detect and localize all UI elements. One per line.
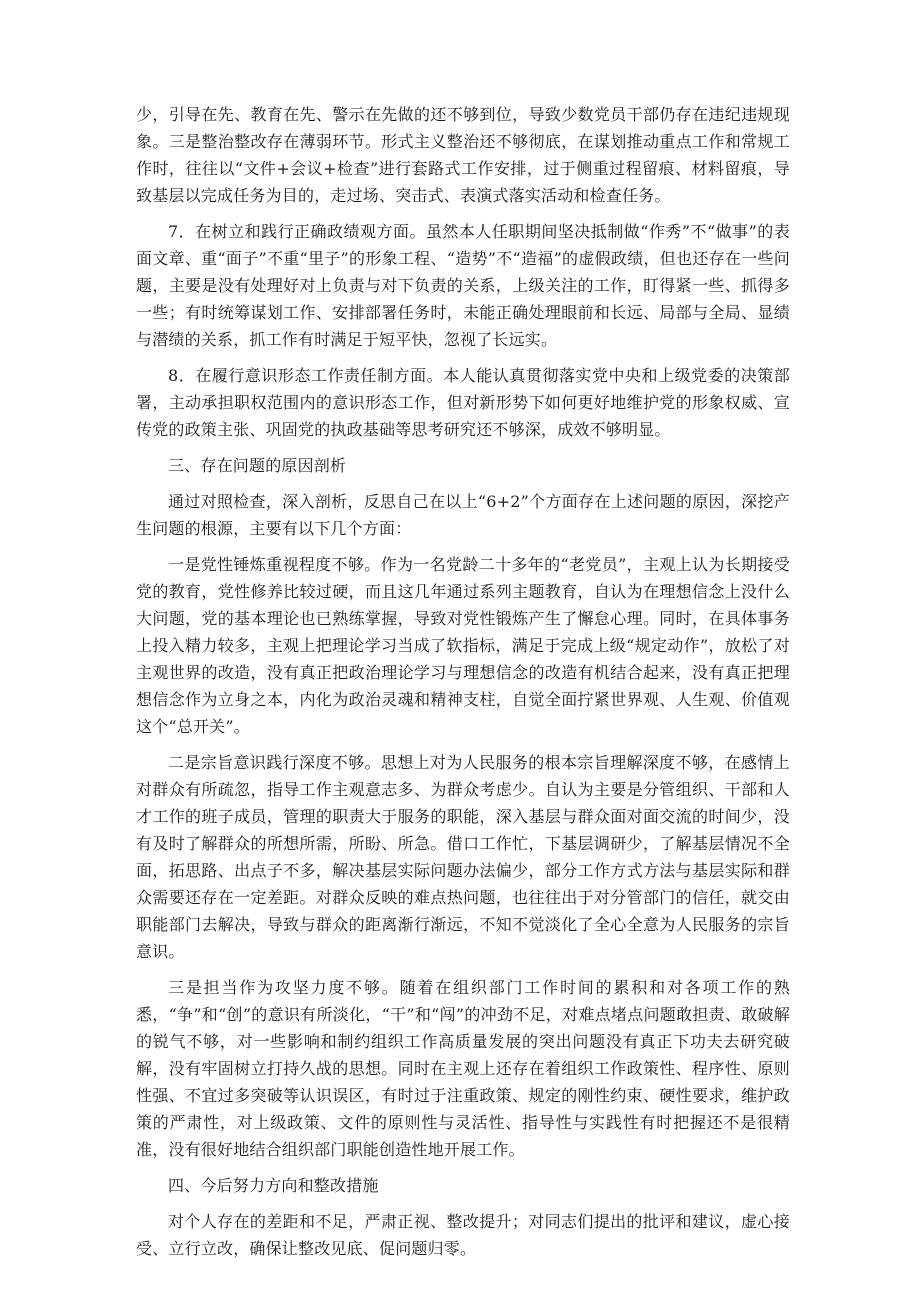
paragraph-intro: 通过对照检查，深入剖析，反思自己在以上“6+2”个方面存在上述问题的原因，深挖产生问题的根源，主要有以下几个方面： <box>136 492 790 538</box>
section-heading-3: 三、存在问题的原因剖析 <box>168 456 347 475</box>
section-heading-4: 四、今后努力方向和整改措施 <box>168 1176 379 1195</box>
paragraph-measures: 对个人存在的差距和不足，严肃正视、整改提升；对同志们提出的批评和建议，虚心接受、立行立改，确保让整改见底、促问题归零。 <box>136 1212 790 1258</box>
paragraph-reason-3: 三是担当作为攻坚力度不够。随着在组织部门工作时间的累积和对各项工作的熟悉，“争”和“创”的意识有所淡化，“干”和“闯”的冲劲不足，对难点堵点问题敢担责、敢破解的锐气不够，对一些影响和制约组织工作高质量发展的突出问题没有真正下功夫去研究破解，没有牢固树立打持久战的思想。同时在主观上还存在着组织工作政策性、程序性、原则性强、不宜过多突破等认识误区，有时过于注重政策、规定的刚性约束、硬性要求，维护政策的严肃性，对上级政策、文件的原则性与灵活性、指导性与实践性有时把握还不是很精准，没有很好地结合组织部门职能创造性地开展工作。 <box>136 978 790 1159</box>
paragraph-item-8: 8．在履行意识形态工作责任制方面。本人能认真贯彻落实党中央和上级党委的决策部署，主动承担职权范围内的意识形态工作，但对新形势下如何更好地维护党的形象权威、宣传党的政策主张、巩固党的执政基础等思考研究还不够深，成效不够明显。 <box>136 366 790 439</box>
paragraph-reason-1: 一是党性锤炼重视程度不够。作为一名党龄二十多年的“老党员”，主观上认为长期接受党的教育，党性修养比较过硬，而且这几年通过系列主题教育，自认为在理想信念上没什么大问题，党的基本理论也已熟练掌握，导致对党性锻炼产生了懈怠心理。同时，在具体事务上投入精力较多，主观上把理论学习当成了软指标，满足于完成上级“规定动作”，放松了对主观世界的改造，没有真正把政治理论学习与理想信念的改造有机结合起来，没有真正把理想信念作为立身之本，内化为政治灵魂和精神支柱，自觉全面拧紧世界观、人生观、价值观这个“总开关”。 <box>136 555 790 736</box>
paragraph-reason-2: 二是宗旨意识践行深度不够。思想上对为人民服务的根本宗旨理解深度不够，在感情上对群众有所疏忽，指导工作主观意志多、为群众考虑少。自认为主要是分管组织、干部和人才工作的班子成员，管理的职责大于服务的职能，深入基层与群众面对面交流的时间少，没有及时了解群众的所想所需，所盼、所急。借口工作忙，下基层调研少，了解基层情况不全面，拓思路、出点子不多，解决基层实际问题办法偏少，部分工作方式方法与基层实际和群众需要还存在一定差距。对群众反映的难点热问题，也往往出于对分管部门的信任，就交由职能部门去解决，导致与群众的距离渐行渐远，不知不觉淡化了全心全意为人民服务的宗旨意识。 <box>136 753 790 961</box>
document-body <box>136 101 790 1271</box>
paragraph-item-7: 7．在树立和践行正确政绩观方面。虽然本人任职期间坚决抵制做“作秀”不“做事”的表面文章、重“面子”不重“里子”的形象工程、“造势”不“造福”的虚假政绩，但也还存在一些问题，主要是没有处理好对上负责与对下负责的关系，上级关注的工作，盯得紧一些、抓得多一些；有时统筹谋划工作、安排部署任务时，未能正确处理眼前和长远、局部与全局、显绩与潜绩的关系，抓工作有时满足于短平快，忽视了长远实。 <box>136 222 790 349</box>
paragraph-continuation: 少，引导在先、教育在先、警示在先做的还不够到位，导致少数党员干部仍存在违纪违规现象。三是整治整改存在薄弱环节。形式主义整治还不够彻底，在谋划推动重点工作和常规工作时，往往以“文件+会议+检查”进行套路式工作安排，过于侧重过程留痕、材料留痕，导致基层以完成任务为目的，走过场、突击式、表演式落实活动和检查任务。 <box>136 105 790 205</box>
